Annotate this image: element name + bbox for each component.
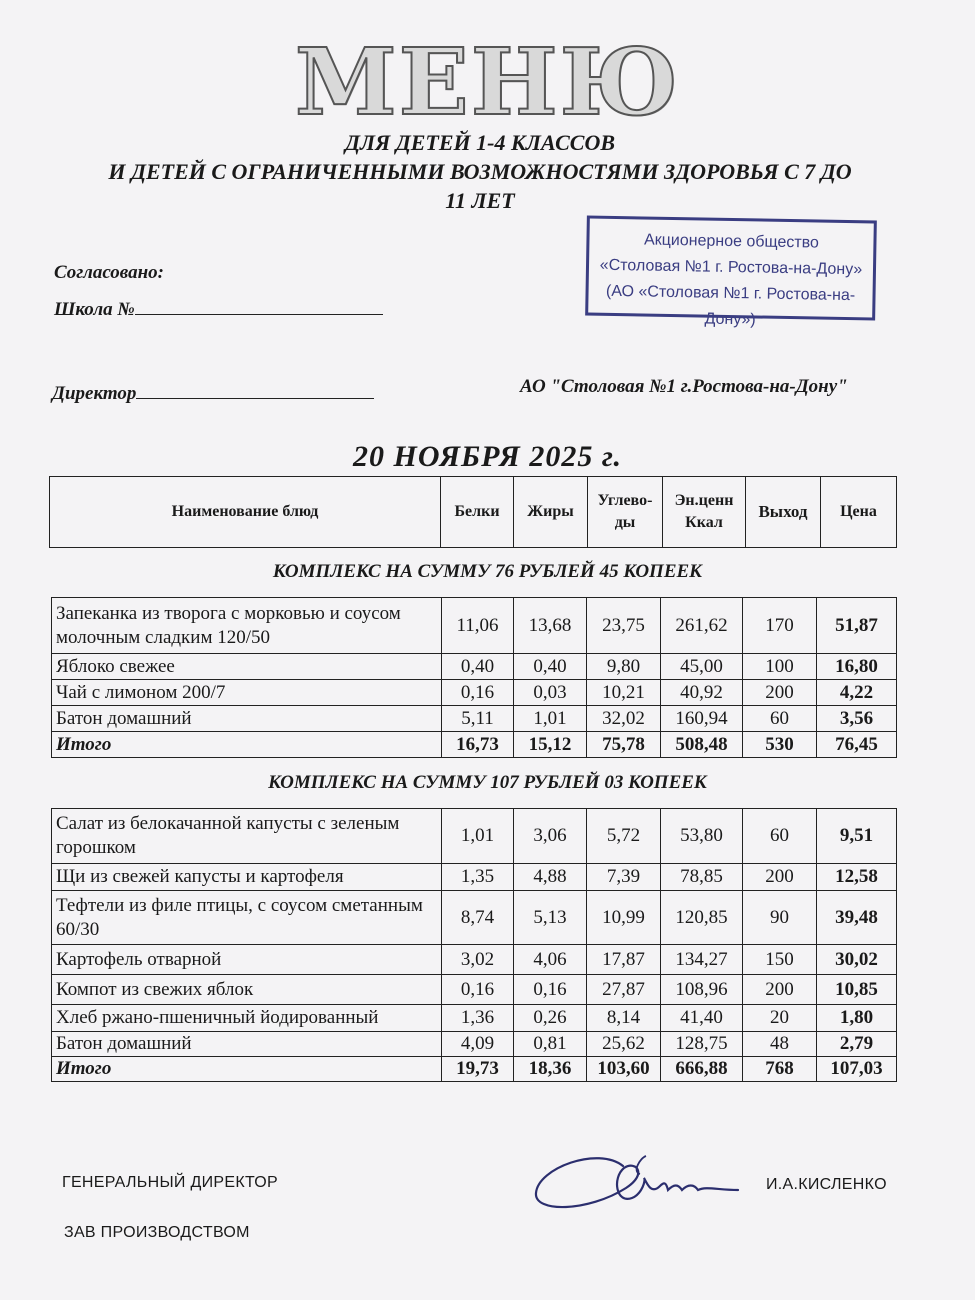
proteins-value: 4,09	[442, 1032, 514, 1057]
output-value: 150	[743, 945, 817, 975]
dish-name: Хлеб ржано-пшеничный йодированный	[52, 1005, 442, 1032]
total-row	[52, 732, 897, 758]
energy-value: 108,96	[661, 975, 743, 1005]
carbs-value: 5,72	[587, 809, 661, 864]
price-value: 51,87	[817, 598, 897, 654]
total-carbs: 103,60	[587, 1057, 661, 1082]
table-row	[52, 654, 897, 680]
table-row	[52, 598, 897, 654]
energy-value: 134,27	[661, 945, 743, 975]
proteins-value: 0,16	[442, 975, 514, 1005]
total-proteins: 19,73	[442, 1057, 514, 1082]
dish-name: Яблоко свежее	[52, 654, 442, 680]
energy-value: 45,00	[661, 654, 743, 680]
col-proteins-header: Белки	[441, 477, 514, 548]
fats-value: 4,06	[514, 945, 587, 975]
table-row	[52, 680, 897, 706]
output-value: 200	[743, 864, 817, 891]
organization-name: АО "Столовая №1 г.Ростова-на-Дону"	[520, 376, 848, 397]
director-name: И.А.КИСЛЕНКО	[766, 1176, 887, 1193]
carbs-value: 10,21	[587, 680, 661, 706]
fats-value: 3,06	[514, 809, 587, 864]
col-name-header: Наименование блюд	[50, 477, 441, 548]
col-fats-header: Жиры	[514, 477, 588, 548]
menu-subtitle	[40, 128, 920, 215]
fats-value: 13,68	[514, 598, 587, 654]
table-row	[52, 975, 897, 1005]
table-row	[52, 945, 897, 975]
fats-value: 1,01	[514, 706, 587, 732]
price-value: 39,48	[817, 891, 897, 945]
carbs-value: 17,87	[587, 945, 661, 975]
stamp-line-1: Акционерное общество	[643, 231, 820, 252]
proteins-value: 5,11	[442, 706, 514, 732]
price-value: 16,80	[817, 654, 897, 680]
output-value: 100	[743, 654, 817, 680]
output-value: 90	[743, 891, 817, 945]
energy-value: 261,62	[661, 598, 743, 654]
total-energy: 666,88	[661, 1057, 743, 1082]
complex-1-title: КОМПЛЕКС НА СУММУ 76 РУБЛЕЙ 45 КОПЕЕК	[272, 561, 703, 582]
dish-name: Батон домашний	[52, 1032, 442, 1057]
fats-value: 0,26	[514, 1005, 587, 1032]
energy-value: 160,94	[661, 706, 743, 732]
director-label: Директор	[52, 383, 137, 404]
fats-value: 0,40	[514, 654, 587, 680]
proteins-value: 1,01	[442, 809, 514, 864]
carbs-value: 9,80	[587, 654, 661, 680]
total-energy: 508,48	[661, 732, 743, 758]
total-row	[52, 1057, 897, 1082]
total-price: 107,03	[817, 1057, 897, 1082]
price-value: 4,22	[817, 680, 897, 706]
dish-name: Щи из свежей капусты и картофеля	[52, 864, 442, 891]
proteins-value: 3,02	[442, 945, 514, 975]
proteins-value: 0,16	[442, 680, 514, 706]
output-value: 60	[743, 706, 817, 732]
price-value: 3,56	[817, 706, 897, 732]
energy-value: 78,85	[661, 864, 743, 891]
carbs-value: 8,14	[587, 1005, 661, 1032]
carbs-value: 27,87	[587, 975, 661, 1005]
energy-value: 40,92	[661, 680, 743, 706]
output-value: 200	[743, 680, 817, 706]
carbs-value: 7,39	[587, 864, 661, 891]
total-proteins: 16,73	[442, 732, 514, 758]
total-carbs: 75,78	[587, 732, 661, 758]
fats-value: 0,81	[514, 1032, 587, 1057]
dish-name: Чай с лимоном 200/7	[52, 680, 442, 706]
total-label: Итого	[52, 1057, 442, 1082]
table-header	[49, 476, 897, 548]
total-fats: 15,12	[514, 732, 587, 758]
price-value: 12,58	[817, 864, 897, 891]
subtitle-line-3: 11 ЛЕТ	[445, 188, 515, 213]
company-stamp	[585, 215, 877, 329]
col-carbs-header: Углево- ды	[588, 477, 663, 548]
table-row	[52, 809, 897, 864]
production-head-label: ЗАВ ПРОИЗВОДСТВОМ	[64, 1224, 250, 1241]
carbs-value: 23,75	[587, 598, 661, 654]
complex-2-title: КОМПЛЕКС НА СУММУ 107 РУБЛЕЙ 03 КОПЕЕК	[268, 772, 707, 793]
price-value: 30,02	[817, 945, 897, 975]
price-value: 1,80	[817, 1005, 897, 1032]
fats-value: 4,88	[514, 864, 587, 891]
dish-name: Батон домашний	[52, 706, 442, 732]
complex-2-table	[51, 808, 897, 1082]
subtitle-line-1: ДЛЯ ДЕТЕЙ 1-4 КЛАССОВ	[344, 130, 616, 155]
proteins-value: 1,35	[442, 864, 514, 891]
dish-name: Картофель отварной	[52, 945, 442, 975]
output-value: 60	[743, 809, 817, 864]
col-price-header: Цена	[821, 477, 897, 548]
total-output: 768	[743, 1057, 817, 1082]
school-blank-line	[135, 298, 383, 315]
stamp-line-2: «Столовая №1 г. Ростова-на-Дону»	[599, 256, 863, 279]
table-row	[52, 706, 897, 732]
general-director-label: ГЕНЕРАЛЬНЫЙ ДИРЕКТОР	[62, 1174, 279, 1191]
carbs-value: 32,02	[587, 706, 661, 732]
fats-value: 0,03	[514, 680, 587, 706]
carbs-value: 10,99	[587, 891, 661, 945]
complex-1-table	[51, 597, 897, 758]
table-row	[52, 1032, 897, 1057]
dish-name: Компот из свежих яблок	[52, 975, 442, 1005]
director-blank-line	[136, 382, 374, 399]
energy-value: 53,80	[661, 809, 743, 864]
col-energy-header: Эн.ценн Ккал	[663, 477, 746, 548]
col-output-header: Выход	[746, 477, 821, 548]
output-value: 200	[743, 975, 817, 1005]
table-row	[52, 891, 897, 945]
proteins-value: 11,06	[442, 598, 514, 654]
fats-value: 0,16	[514, 975, 587, 1005]
dish-name: Салат из белокачанной капусты с зеленым горошком	[52, 809, 442, 864]
director-field	[52, 382, 374, 405]
menu-date: 20 НОЯБРЯ 2025 г.	[352, 440, 623, 473]
energy-value: 41,40	[661, 1005, 743, 1032]
output-value: 170	[743, 598, 817, 654]
fats-value: 5,13	[514, 891, 587, 945]
proteins-value: 1,36	[442, 1005, 514, 1032]
school-label: Школа №	[54, 299, 135, 320]
proteins-value: 8,74	[442, 891, 514, 945]
price-value: 2,79	[817, 1032, 897, 1057]
total-label: Итого	[52, 732, 442, 758]
stamp-line-3: (АО «Столовая №1 г. Ростова-на-Дону»)	[605, 282, 856, 329]
table-row	[52, 864, 897, 891]
price-value: 9,51	[817, 809, 897, 864]
total-output: 530	[743, 732, 817, 758]
subtitle-line-2: И ДЕТЕЙ С ОГРАНИЧЕННЫМИ ВОЗМОЖНОСТЯМИ ЗДОРОВЬЯ С 7 ДО	[108, 159, 852, 184]
dish-name: Запеканка из творога с морковью и соусом молочным сладким 120/50	[52, 598, 442, 654]
total-price: 76,45	[817, 732, 897, 758]
agreed-label: Согласовано:	[54, 262, 165, 283]
output-value: 20	[743, 1005, 817, 1032]
output-value: 48	[743, 1032, 817, 1057]
total-fats: 18,36	[514, 1057, 587, 1082]
energy-value: 128,75	[661, 1032, 743, 1057]
proteins-value: 0,40	[442, 654, 514, 680]
energy-value: 120,85	[661, 891, 743, 945]
carbs-value: 25,62	[587, 1032, 661, 1057]
school-field	[54, 298, 383, 321]
dish-name: Тефтели из филе птицы, с соусом сметанным 60/30	[52, 891, 442, 945]
menu-title: МЕНЮ	[294, 28, 681, 136]
price-value: 10,85	[817, 975, 897, 1005]
table-row	[52, 1005, 897, 1032]
director-signature	[528, 1138, 748, 1228]
